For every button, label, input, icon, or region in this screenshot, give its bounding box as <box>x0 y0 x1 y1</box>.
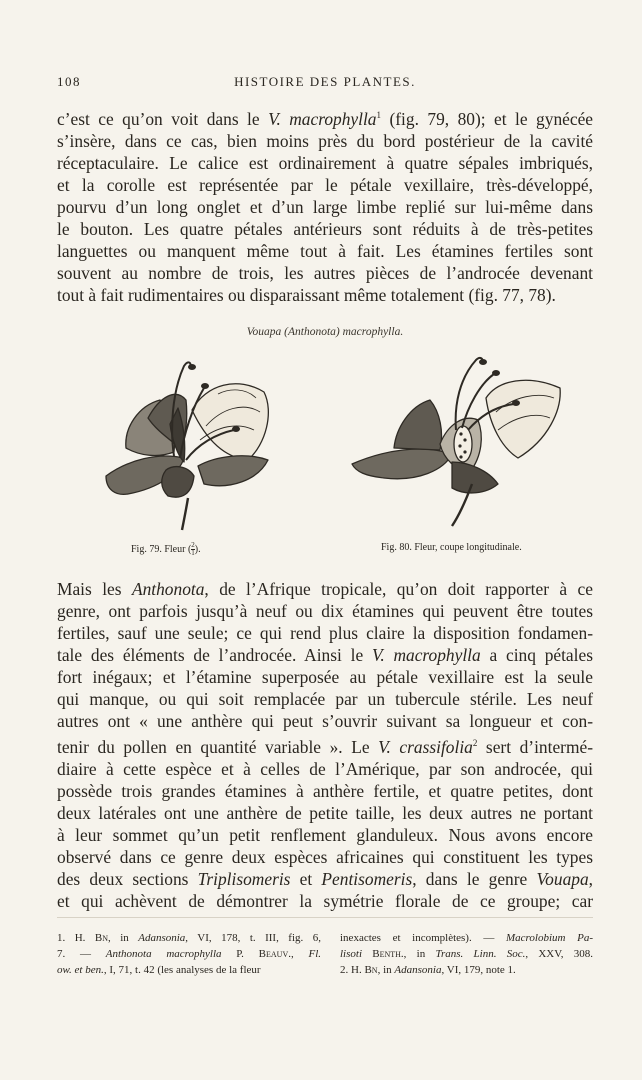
footnote-line: lisoti Benth., in Trans. Linn. Soc., XXV, 308. <box>340 948 593 960</box>
footnote-divider <box>57 917 593 918</box>
footnotes-right <box>340 930 593 978</box>
text-line: à leur sommet qu’un petit renflement glanduleux. Nous avons encore <box>57 824 593 845</box>
text-line: s’insère, dans ce cas, bien moins près du bord postérieur de la cavité <box>57 130 593 151</box>
text-line: possède trois grandes étamines à anthère fertile, et quatre petites, dont <box>57 780 593 801</box>
footnote-line: 7. — Anthonota macrophylla P. Beauv., Fl. <box>57 948 322 960</box>
text-line: tout à fait rudimentaires ou disparaissant même totalement (fig. 77, 78). <box>57 284 556 305</box>
scale-fraction: $\frac{2}{1}$ <box>191 541 195 557</box>
footnote-line: ow. et ben., I, 71, t. 42 (les analyses de la fleur <box>57 964 261 976</box>
text-line: genre, ont parfois jusqu’à neuf ou dix étamines qui peuvent être toutes <box>57 601 593 621</box>
paragraph-2 <box>57 578 593 912</box>
page-number: 108 <box>57 74 81 89</box>
text-line: et la corolle est représentée par le pétale vexillaire, très-développé, <box>57 174 593 195</box>
footnote-line: 1. H. Bn, in Adansonia, VI, 178, t. III, fig. 6, <box>57 932 321 944</box>
header-title: HISTOIRE DES PLANTES. <box>234 74 416 89</box>
text-line: fort inégaux; et l’étamine superposée au pétale vexillaire est la seule <box>57 667 593 687</box>
text-line: le bouton. Les quatre pétales antérieurs sont réduits à de très-petites <box>57 218 593 239</box>
text-line: réceptaculaire. Le calice est ordinairement à quatre sépales imbriqués, <box>57 152 593 173</box>
text-line: et qui achèvent de démontrer la symétrie florale de ce groupe; car <box>57 890 593 911</box>
footnotes-left <box>57 930 321 978</box>
text-line: languettes ou manquent même tout à fait. Les étamines fertiles sont <box>57 240 593 261</box>
text-line: tenir du pollen en quantité variable ». Le V. crassifolia$^2$ sert d’intermé- <box>57 736 594 757</box>
text-line: souvent au nombre de trois, les autres pièces de l’androcée devenant <box>57 262 593 283</box>
text-line: Mais les Anthonota, de l’Afrique tropicale, qu’on doit rapporter à ce <box>57 579 593 599</box>
figure-80-caption: Fig. 80. Fleur, coupe longitudinale. <box>381 542 522 553</box>
text-line: autres ont « une anthère qui peut s’ouvrir suivant sa longueur et con- <box>57 711 593 731</box>
figure-79-caption: Fig. 79. Fleur ( $\frac{2}{1}$ ). <box>131 541 201 557</box>
flower-illustration-fig79 <box>88 348 298 533</box>
text-line: diaire à cette espèce et à celles de l’Amérique, par son androcée, qui <box>57 758 593 779</box>
text-line: tale des éléments de l’androcée. Ainsi le V. macrophylla a cinq pétales <box>57 645 593 665</box>
footnote-ref: 2 <box>472 738 478 748</box>
text-line: des deux sections Triplisomeris et Pentisomeris, dans le genre Vouapa, <box>57 868 594 889</box>
text-line: c’est ce qu’on voit dans le V. macrophylla$^1$ (fig. 79, 80); et le gynécée <box>57 108 594 129</box>
footnote-ref: 1 <box>376 110 382 120</box>
text-line: deux latérales ont une anthère de petite taille, les deux autres ne portant <box>57 802 593 823</box>
footnote-line: inexactes et incomplètes). — Macrolobium Pa- <box>340 932 593 944</box>
footnote-line: 2. H. Bn, in Adansonia, VI, 179, note 1. <box>340 964 516 976</box>
text-line: pourvu d’un long onglet et d’un large limbe replié sur lui-même dans <box>57 196 593 217</box>
text-line: qui manque, ou qui soit remplacée par un tubercule stérile. Les neuf <box>57 689 593 709</box>
running-head <box>57 74 593 94</box>
figure-title: Vouapa (Anthonota) macrophylla. <box>246 326 404 338</box>
text-line: fertiles, sauf une seule; ce qui rend plus claire la disposition fondamen- <box>57 623 593 643</box>
paragraph-1 <box>57 104 593 306</box>
text-line: observé dans ce genre deux espèces africaines qui constituent les types <box>57 846 593 867</box>
flower-section-illustration-fig80 <box>348 344 573 529</box>
